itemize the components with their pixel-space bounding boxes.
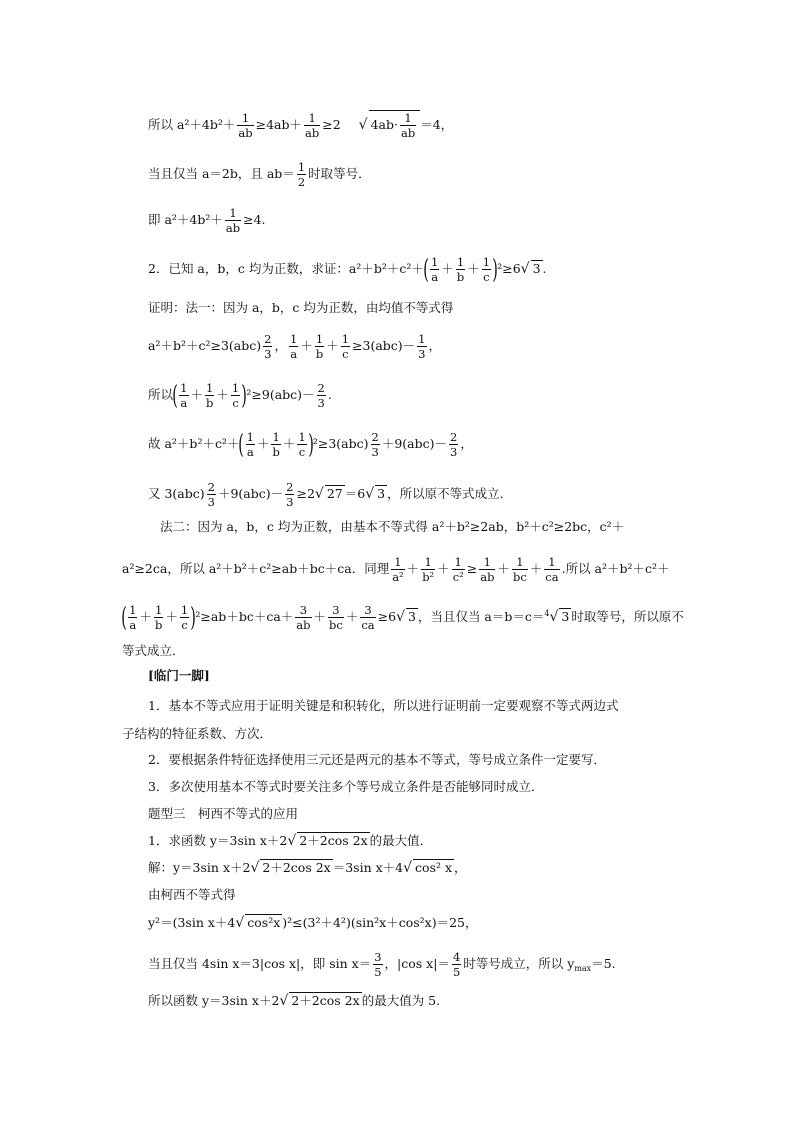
text: 所以 a²＋4b²＋ <box>148 117 236 132</box>
text: 又 3(abc) <box>148 486 205 501</box>
paren-left: ( <box>238 429 245 460</box>
radicand: cos²x <box>247 915 281 930</box>
line-21: 解：y＝3sin x＋2√ 2＋2cos 2x ＝3sin x＋4√ cos² x ， <box>148 860 467 876</box>
fraction: $\frac{2}{3}$ <box>207 480 215 509</box>
fraction: $\frac{1}{ab}$ <box>238 111 253 140</box>
text: ²≥6 <box>497 261 521 276</box>
radicand: 4ab· $\frac{1}{ab}$ <box>369 110 421 140</box>
line-12: ( $\frac{1}{a}$ ＋ $\frac{1}{b}$ ＋ $\frac{1}{c}$ )²≥ab＋bc＋ca＋ $\frac{3}{ab}$ ＋ $\frac{3}{bc}$ ＋ $\frac{3}{ca}$ ≥6√ 3 ，当且仅当 a＝b＝c＝$^4$√ 3 时取等号，所以原不 <box>121 602 684 633</box>
tip-1-cont: 子结构的特征系数、方次． <box>122 726 273 741</box>
line-1 <box>148 110 453 140</box>
sqrt-sign: √ <box>403 860 413 876</box>
text: 即 a²＋4b²＋ <box>148 212 223 227</box>
radicand: 27 <box>326 486 343 501</box>
text: 所以函数 y＝3sin x＋2 <box>148 993 280 1008</box>
fraction: $\frac{1}{\text{a²}}$ <box>392 555 404 584</box>
fraction: $\frac{2}{3}$ <box>317 381 325 410</box>
section-heading: [临门一脚] <box>148 668 210 683</box>
fraction: $\frac{1}{c}$ <box>231 381 240 410</box>
line-22: 由柯西不等式得 <box>148 887 236 902</box>
fraction: $\frac{3}{5}$ <box>374 950 382 979</box>
line-11: a²≥2ca，所以 a²＋b²＋c²≥ab＋bc＋ca．同理 $\frac{1}{\text{a²}}$ ＋ $\frac{1}{\text{b²}}$ ＋ $\frac{1}{\text{c²}}$ ≥ $\frac{1}{ab}$ ＋ $\frac{1}{bc}$ ＋ $\frac{1}{ca}$ .所以 a²＋b²＋c²＋ <box>122 555 670 584</box>
line-2 <box>148 160 371 189</box>
text: ≥2 <box>322 117 341 132</box>
fraction: $\frac{1}{b}$ <box>155 603 163 632</box>
paren-left: ( <box>172 380 178 411</box>
line-13: 等式成立． <box>122 643 185 658</box>
fraction: $\frac{1}{a}$ <box>431 255 439 284</box>
fraction: $\frac{3}{bc}$ <box>329 603 343 632</box>
fraction: $\frac{1}{3}$ <box>418 332 426 361</box>
paren-right: ) <box>492 254 498 285</box>
text: 2．已知 a，b，c 均为正数，求证：a²＋b²＋c²＋ <box>148 261 424 276</box>
fraction: $\frac{3}{ca}$ <box>361 603 375 632</box>
fraction: $\frac{2}{3}$ <box>286 480 294 509</box>
line-23: y²＝(3sin x＋4√ cos²x )²≤(3²＋4²)(sin²x＋cos²x)＝25， <box>148 915 478 931</box>
radicand: 2＋2cos 2x <box>299 833 368 848</box>
topic-heading: 题型三 柯西不等式的应用 <box>148 806 299 821</box>
fraction: $\frac{1}{a}$ <box>246 430 254 459</box>
fraction: $\frac{1}{2}$ <box>297 160 306 189</box>
fraction: $\frac{2}{3}$ <box>450 430 458 459</box>
fraction: $\frac{1}{\text{c²}}$ <box>452 555 464 584</box>
fraction: $\frac{1}{b}$ <box>456 255 465 284</box>
text: 解：y＝3sin x＋2 <box>148 860 251 875</box>
fraction: $\frac{1}{c}$ <box>341 332 350 361</box>
radicand: 3 <box>532 261 541 276</box>
line-25: 所以函数 y＝3sin x＋2√ 2＋2cos 2x 的最大值为 5. <box>148 993 441 1009</box>
text: a²＋b²＋c²≥3(abc) <box>148 338 262 353</box>
text: ≥4. <box>243 212 266 227</box>
line-3 <box>148 206 266 235</box>
text: 1．求函数 y＝3sin x＋2 <box>148 833 288 848</box>
fraction: $\frac{1}{c}$ <box>180 603 189 632</box>
sqrt-sign: √ <box>520 261 530 277</box>
fraction: $\frac{1}{ab}$ <box>305 111 320 140</box>
fraction: $\frac{1}{bc}$ <box>512 555 527 584</box>
subscript: max <box>574 964 592 973</box>
tip-2: 2．要根据条件特征选择使用三元还是两元的基本不等式，等号成立条件一定要写． <box>148 752 606 767</box>
line-20: 1．求函数 y＝3sin x＋2√ 2＋2cos 2x 的最大值． <box>148 833 433 849</box>
fraction: $\frac{1}{ab}$ <box>225 206 241 235</box>
fraction: $\frac{1}{a}$ <box>129 603 137 632</box>
paren-right: ) <box>241 380 248 411</box>
sqrt-sign: √ <box>396 609 405 625</box>
text: 故 a²＋b²＋c²＋ <box>148 436 240 451</box>
fraction: $\frac{1}{b}$ <box>206 381 214 410</box>
sqrt-sign: √ <box>279 993 289 1009</box>
sqrt-sign: √ <box>250 860 260 876</box>
fraction: $\frac{1}{ab}$ <box>480 555 495 584</box>
radicand: 3 <box>408 609 416 624</box>
text: 时取等号． <box>308 166 371 181</box>
text: a²≥2ca，所以 a²＋b²＋c²≥ab＋bc＋ca．同理 <box>122 561 390 576</box>
tip-3: 3．多次使用基本不等式时要关注多个等号成立条件是否能够同时成立． <box>148 779 544 794</box>
sqrt-sign: √ <box>358 117 368 133</box>
radicand: 3 <box>377 486 386 501</box>
fraction: $\frac{1}{\text{b²}}$ <box>422 555 435 584</box>
fraction: $\frac{1}{c}$ <box>298 430 306 459</box>
fraction: $\frac{3}{ab}$ <box>296 603 311 632</box>
fraction: $\frac{1}{b}$ <box>315 332 324 361</box>
root-index: 4 <box>544 608 550 618</box>
radicand: 2＋2cos 2x <box>262 860 331 875</box>
line-24: 当且仅当 4sin x＝3|cos x|，即 sin x＝ $\frac{3}{5}$ ，|cos x|＝ $\frac{4}{5}$ 时等号成立，所以 $y_{max}=5$. <box>148 950 616 979</box>
fraction: $\frac{1}{b}$ <box>272 430 280 459</box>
paren-left: ( <box>121 602 127 633</box>
text: 当且仅当 4sin x＝3|cos x|，即 sin x＝ <box>148 956 372 971</box>
fraction: $\frac{1}{ca}$ <box>545 555 559 584</box>
line-4: 2．已知 a，b，c 均为正数，求证：a²＋b²＋c²＋( $\frac{1}{a}$ ＋ $\frac{1}{b}$ ＋ $\frac{1}{c}$ )²≥6√ 3 . <box>148 254 547 285</box>
paren-left: ( <box>423 254 429 285</box>
text: ≥4ab＋ <box>255 117 303 132</box>
line-9: 又 3(abc) $\frac{2}{3}$ ＋9(abc)－ $\frac{2}{3}$ ≥2√ 27 ＝6√ 3 ，所以原不等式成立． <box>148 480 513 509</box>
paren-right: ) <box>307 429 314 460</box>
paren-right: ) <box>190 602 197 633</box>
fraction: $\frac{1}{a}$ <box>180 381 188 410</box>
fraction: $\frac{1}{c}$ <box>482 255 491 284</box>
sqrt-sign: √ <box>287 833 297 849</box>
tip-1: 1．基本不等式应用于证明关键是和积转化，所以进行证明前一定要观察不等式两边式 <box>148 698 619 713</box>
sqrt-sign: √ <box>314 486 324 502</box>
radicand: 2＋2cos 2x <box>291 993 360 1008</box>
fraction: $\frac{2}{3}$ <box>371 430 379 459</box>
fraction: $\frac{2}{3}$ <box>264 332 272 361</box>
sqrt-sign: √ <box>235 915 245 931</box>
text: ＝4， <box>420 117 454 132</box>
fraction: $\frac{4}{5}$ <box>452 950 461 979</box>
line-5: 证明：法一：因为 a，b，c 均为正数，由均值不等式得 <box>148 300 454 315</box>
text: 所以 <box>148 387 174 402</box>
text: y²＝(3sin x＋4 <box>148 915 236 930</box>
line-10: 法二：因为 a，b，c 均为正数，由基本不等式得 a²＋b²≥2ab，b²＋c²≥2bc，c²＋ <box>160 519 625 534</box>
line-6: a²＋b²＋c²≥3(abc) $\frac{2}{3}$ ， $\frac{1}{a}$ ＋ $\frac{1}{b}$ ＋ $\frac{1}{c}$ ≥3(abc)－ $\frac{1}{3}$ ， <box>148 332 442 361</box>
text: 当且仅当 a＝2b，且 ab＝ <box>148 166 295 181</box>
fraction: $\frac{1}{a}$ <box>289 332 298 361</box>
line-7: 所以( $\frac{1}{a}$ ＋ $\frac{1}{b}$ ＋ $\frac{1}{c}$ )²≥9(abc)－ $\frac{2}{3}$ . <box>148 380 332 411</box>
sqrt-sign: √ <box>365 486 375 502</box>
radicand: cos² x <box>415 860 453 875</box>
radicand: 3 <box>561 609 570 624</box>
line-8: 故 a²＋b²＋c²＋( $\frac{1}{a}$ ＋ $\frac{1}{b}$ ＋ $\frac{1}{c}$ )²≥3(abc) $\frac{2}{3}$ ＋9(abc)－ $\frac{2}{3}$ ， <box>148 429 473 460</box>
sqrt-sign: √ <box>549 609 559 625</box>
